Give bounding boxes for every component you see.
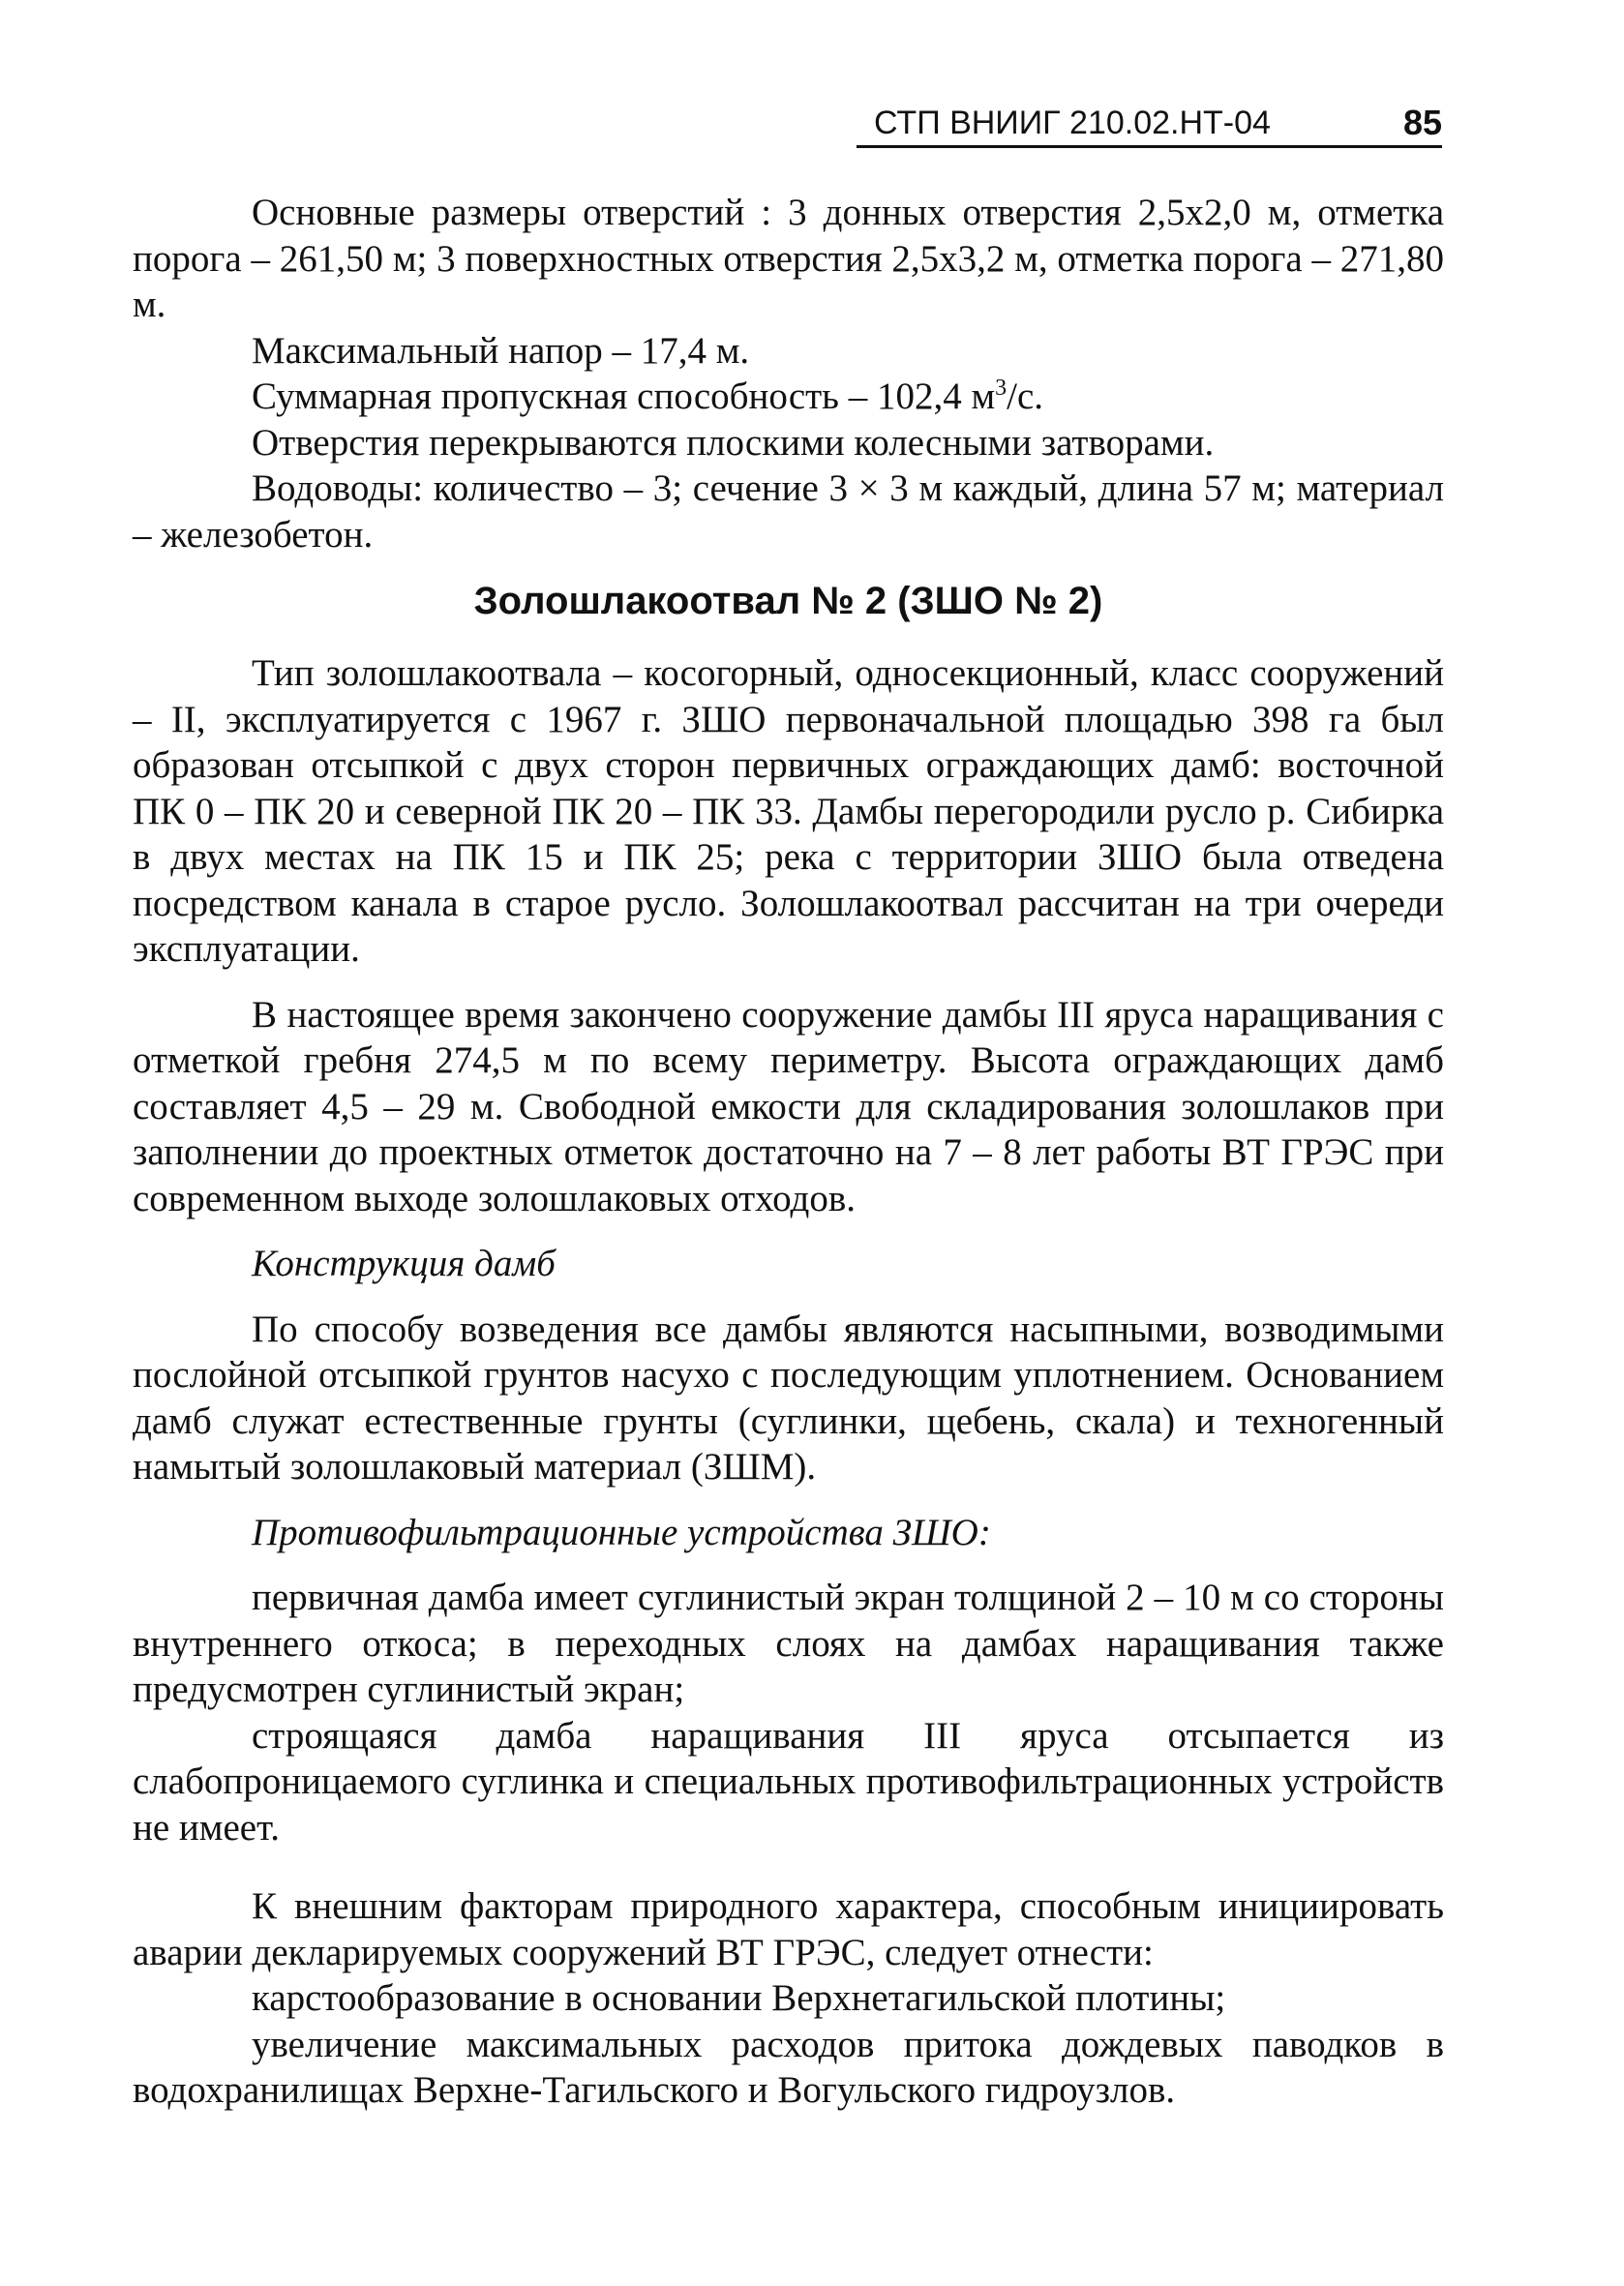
capacity-text: Суммарная пропускная способность – 102,4 м <box>252 376 996 417</box>
paragraph-primary-dam-screen: первичная дамба имеет суглинистый экран толщиной 2 – 10 м со стороны внутреннего откоса; в переходных слоях на дамбах наращивания также предусмотрен суглинистый экран; <box>133 1577 1444 1710</box>
page-number: 85 <box>1402 103 1442 142</box>
paragraph-tier-three-dam: строящаяся дамба наращивания III яруса отсыпается из слабопроницаемого суглинка и специальных противофильтрационных устройств не имеет. <box>133 1714 1444 1849</box>
paragraph-dam-construction: По способу возведения все дамбы являются насыпными, возводимыми послойной отсыпкой грунтов насухо с последующим уплотнением. Основанием дамб служат естественные грунты (суглинки, щебень, скала) и техногенный намытый золошлаковый материал (ЗШМ). <box>133 1308 1444 1488</box>
document-code: СТП ВНИИГ 210.02.НТ-04 <box>874 105 1271 141</box>
paragraph-capacity <box>133 374 1444 420</box>
page-header <box>857 101 1442 148</box>
paragraph-ash-dump-type: Тип золошлакоотвала – косогорный, односекционный, класс сооружений – II, эксплуатируется с 1967 г. ЗШО первоначальной площадью 398 га был образован отсыпкой с двух сторон первичных ограждающих дамб: восточной ПК 0 – ПК 20 и северной ПК 20 – ПК 33. Дамбы перегородили русло р. Сибирка в двух местах на ПК 15 и ПК 25; река с территории ЗШО была отведена посредством канала в старое русло. Золошлакоотвал рассчитан на три очереди эксплуатации. <box>133 652 1444 970</box>
subheading-dam-design: Конструкция дамб <box>252 1243 556 1284</box>
paragraph-flood-increase: увеличение максимальных расходов притока дождевых паводков в водохранилищах Верхне-Тагильского и Вогульского гидроузлов. <box>133 2023 1444 2111</box>
paragraph-karst: карстообразование в основании Верхнетагильской плотины; <box>252 1977 1226 2019</box>
capacity-superscript: 3 <box>995 376 1007 401</box>
page-body <box>133 190 1444 2114</box>
section-heading: Золошлакоотвал № 2 (ЗШО № 2) <box>473 580 1103 622</box>
paragraph-dam-status: В настоящее время закончено сооружение дамбы III яруса наращивания с отметкой гребня 274,5 м по всему периметру. Высота ограждающих дамб составляет 4,5 – 29 м. Свободной емкости для складирования золошлаков при заполнении до проектных отметок достаточно на 7 – 8 лет работы ВТ ГРЭС при современном выходе золошлаковых отходов. <box>133 993 1444 1219</box>
capacity-unit: /с. <box>1007 376 1044 417</box>
paragraph-opening-sizes: Основные размеры отверстий : 3 донных отверстия 2,5x2,0 м, отметка порога – 261,50 м; 3 поверхностных отверстия 2,5x3,2 м, отметка порога – 271,80 м. <box>133 192 1444 325</box>
paragraph-max-head: Максимальный напор – 17,4 м. <box>252 329 750 372</box>
paragraph-gates: Отверстия перекрываются плоскими колесными затворами. <box>252 421 1215 464</box>
paragraph-external-factors: К внешним факторам природного характера, способным инициировать аварии декларируемых сооружений ВТ ГРЭС, следует отнести: <box>133 1885 1444 1973</box>
paragraph-conduits: Водоводы: количество – 3; сечение 3 × 3 м каждый, длина 57 м; материал – железобетон. <box>133 467 1444 556</box>
subheading-seepage-devices: Противофильтрационные устройства ЗШО: <box>252 1511 991 1553</box>
